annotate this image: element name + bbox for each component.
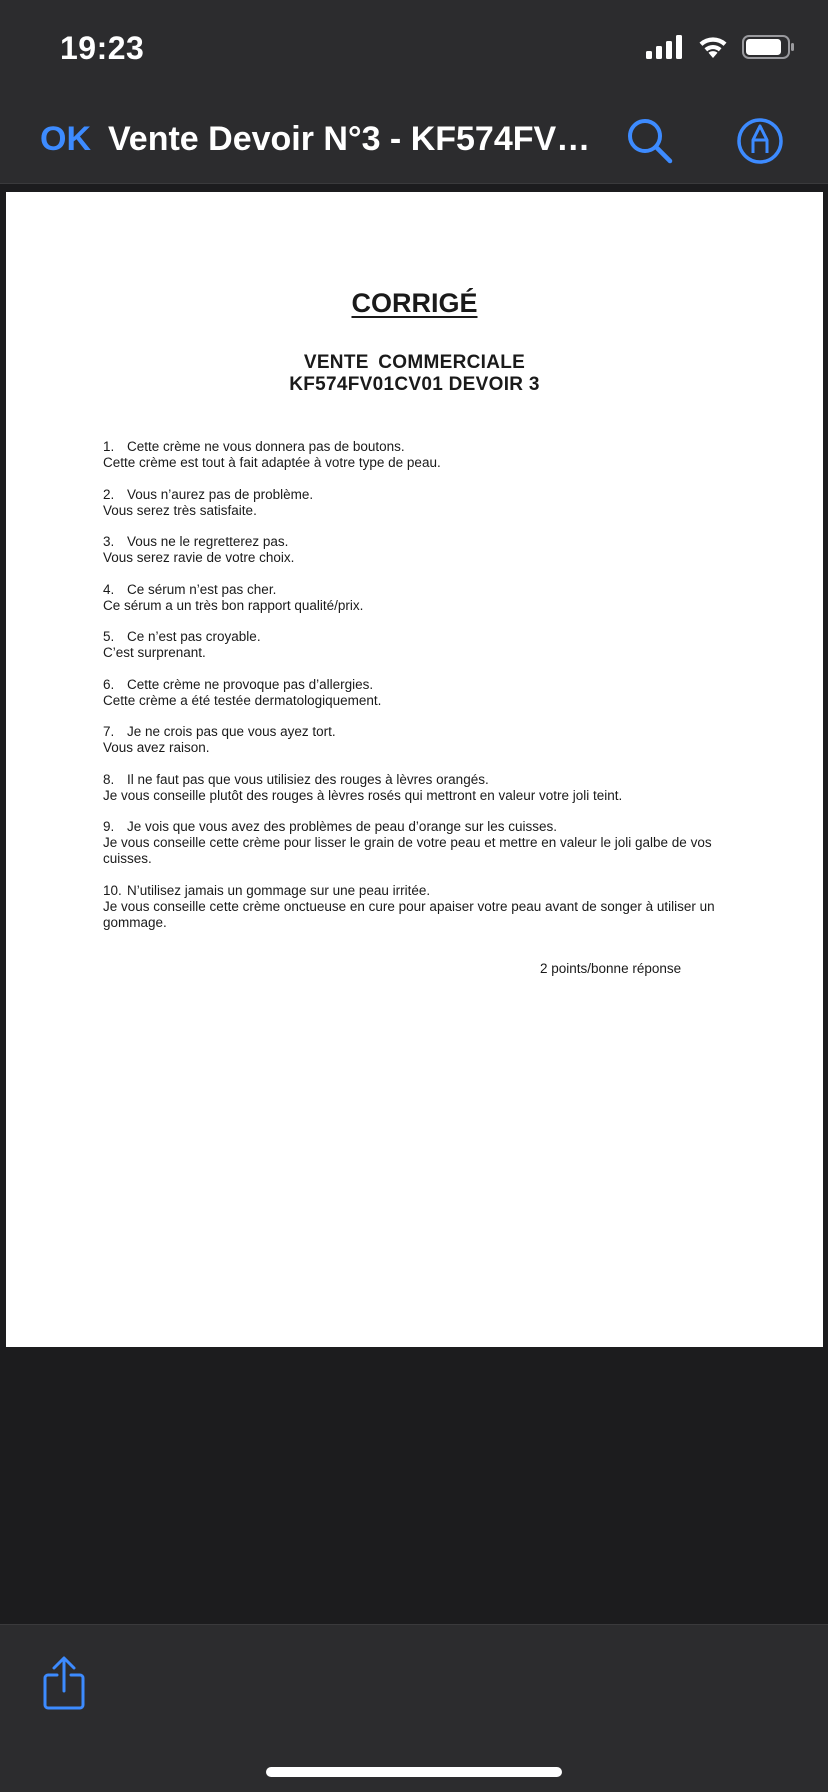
answer-question xyxy=(103,582,743,598)
document-heading: CORRIGÉ xyxy=(351,288,478,318)
answer-question-text: Il ne faut pas que vous utilisiez des rouges à lèvres orangés. xyxy=(127,771,489,787)
answer-text: Vous serez ravie de votre choix. xyxy=(103,550,295,565)
answer-question xyxy=(103,487,743,503)
bottom-toolbar xyxy=(0,1624,828,1792)
answer-number: 1. xyxy=(103,439,115,454)
status-icons xyxy=(646,34,796,65)
answer-question-text: Ce n’est pas croyable. xyxy=(127,629,261,644)
answer-number: 9. xyxy=(103,819,115,834)
answer-question-text: Je ne crois pas que vous ayez tort. xyxy=(127,724,336,739)
answer-item-2 xyxy=(103,487,743,519)
answer-number: 7. xyxy=(103,724,115,739)
answer-question-text: Cette crème ne provoque pas d’allergies. xyxy=(127,676,374,692)
answer-question xyxy=(103,883,743,899)
answer-question-text: N’utilisez jamais un gommage sur une peau irritée. xyxy=(127,882,431,898)
answer-text: Je vous conseille cette crème onctueuse en cure pour apaiser votre peau avant de songer à utiliser un gommage. xyxy=(103,898,715,930)
answer-question xyxy=(103,629,743,645)
answer-number: 3. xyxy=(103,534,115,549)
markup-button[interactable] xyxy=(732,114,788,170)
document-subtitle-line2: KF574FV01CV01 DEVOIR 3 xyxy=(289,374,540,395)
answer-number: 6. xyxy=(103,676,115,692)
answer-number: 8. xyxy=(103,771,115,787)
answer-question xyxy=(103,772,743,788)
answer-text: Ce sérum a un très bon rapport qualité/prix. xyxy=(103,597,364,613)
answer-item-6 xyxy=(103,677,743,709)
answer-item-5 xyxy=(103,629,743,661)
answer-question-text: Je vois que vous avez des problèmes de peau d’orange sur les cuisses. xyxy=(127,819,557,834)
answer-list xyxy=(103,439,743,946)
share-button[interactable] xyxy=(40,1655,88,1711)
answer-item-8 xyxy=(103,772,743,804)
answer-item-10 xyxy=(103,883,743,931)
answer-question xyxy=(103,724,743,740)
document-subtitle-line1: VENTE COMMERCIALE xyxy=(303,352,526,373)
answer-text: Cette crème est tout à fait adaptée à votre type de peau. xyxy=(103,455,441,470)
answer-question xyxy=(103,439,743,455)
markup-pen-icon xyxy=(734,155,786,170)
top-chrome xyxy=(0,0,828,184)
search-icon xyxy=(624,155,676,170)
answer-text: Cette crème a été testée dermatologiquement. xyxy=(103,692,382,708)
done-button[interactable]: OK xyxy=(40,120,91,158)
answer-number: 4. xyxy=(103,581,115,597)
answer-number: 5. xyxy=(103,629,115,644)
answer-question-text: Cette crème ne vous donnera pas de boutons. xyxy=(127,439,405,454)
answer-text: Je vous conseille cette crème pour lisser le grain de votre peau et mettre en valeur le joli galbe de vos cuisses. xyxy=(103,835,712,866)
answer-question xyxy=(103,677,743,693)
nav-bar xyxy=(0,100,828,180)
wifi-icon xyxy=(696,34,730,65)
answer-question xyxy=(103,819,743,835)
answer-text: Je vous conseille plutôt des rouges à lèvres rosés qui mettront en valeur votre joli teint. xyxy=(103,787,623,803)
answer-item-9 xyxy=(103,819,743,867)
answer-question-text: Vous n’aurez pas de problème. xyxy=(127,486,314,502)
answer-question xyxy=(103,534,743,550)
answer-text: C’est surprenant. xyxy=(103,645,206,660)
answer-item-1 xyxy=(103,439,743,471)
document-page[interactable] xyxy=(6,192,823,1347)
document-title: Vente Devoir N°3 - KF574FV… xyxy=(108,120,591,158)
home-indicator[interactable] xyxy=(266,1767,562,1777)
answer-question-text: Ce sérum n’est pas cher. xyxy=(127,581,277,597)
answer-number: 10. xyxy=(103,882,122,898)
answer-item-7 xyxy=(103,724,743,756)
answer-number: 2. xyxy=(103,486,115,502)
cellular-signal-icon xyxy=(646,35,684,64)
scoring-note: 2 points/bonne réponse xyxy=(540,961,682,976)
answer-text: Vous serez très satisfaite. xyxy=(103,502,257,518)
answer-text: Vous avez raison. xyxy=(103,740,210,755)
answer-item-4 xyxy=(103,582,743,614)
search-button[interactable] xyxy=(622,114,678,170)
status-time: 19:23 xyxy=(60,30,145,66)
answer-item-3 xyxy=(103,534,743,566)
battery-icon xyxy=(742,34,796,65)
share-icon xyxy=(40,1699,88,1714)
answer-question-text: Vous ne le regretterez pas. xyxy=(127,534,289,549)
